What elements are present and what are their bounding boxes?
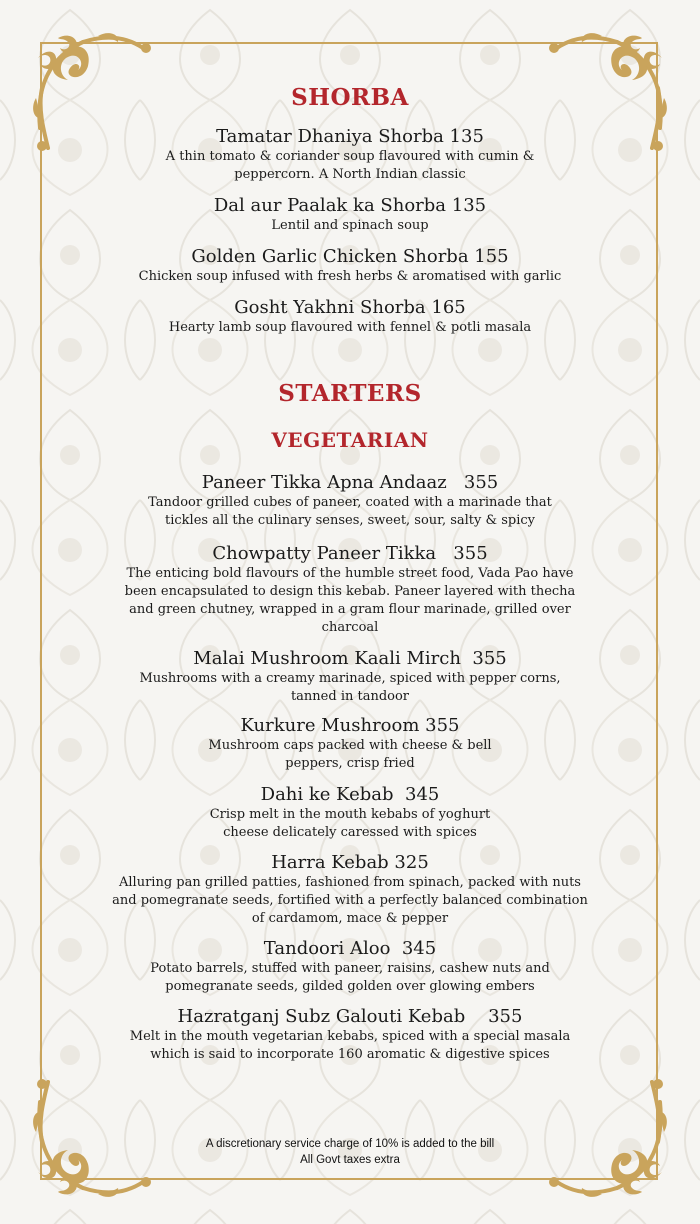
item-name: Paneer Tikka Apna Andaaz 355 bbox=[201, 472, 499, 493]
item-name: Harra Kebab 325 bbox=[271, 852, 429, 873]
menu-item bbox=[50, 648, 650, 706]
item-description: Chicken soup infused with fresh herbs & aromatised with garlic bbox=[138, 269, 562, 284]
menu-item bbox=[50, 1006, 650, 1064]
menu-item bbox=[50, 852, 650, 928]
item-name: Kurkure Mushroom 355 bbox=[240, 715, 460, 736]
menu-item bbox=[50, 126, 650, 184]
menu-item bbox=[50, 784, 650, 842]
item-name: Golden Garlic Chicken Shorba 155 bbox=[191, 246, 509, 267]
item-name: Dahi ke Kebab 345 bbox=[260, 784, 440, 805]
item-description: Crisp melt in the mouth kebabs of yoghurt cheese delicately caressed with spices bbox=[209, 807, 491, 840]
subsection-heading-vegetarian: VEGETARIAN bbox=[271, 428, 429, 452]
item-name: Gosht Yakhni Shorba 165 bbox=[234, 297, 466, 318]
menu-item bbox=[50, 938, 650, 996]
item-description: Alluring pan grilled patties, fashioned from spinach, packed with nuts and pomegranate seeds, fortified with a perfectly balanced combination of cardamom, mace & pepper bbox=[112, 875, 588, 926]
item-name: Tandoori Aloo 345 bbox=[263, 938, 437, 959]
menu-item bbox=[50, 472, 650, 530]
item-description: The enticing bold flavours of the humble street food, Vada Pao have been encapsulated to design this kebab. Paneer layered with thecha and green chutney, wrapped in a gram flour marinade, grilled over charcoal bbox=[124, 566, 576, 635]
menu-item bbox=[50, 715, 650, 773]
item-description: Mushroom caps packed with cheese & bell peppers, crisp fried bbox=[208, 738, 492, 771]
item-name: Dal aur Paalak ka Shorba 135 bbox=[213, 195, 487, 216]
taxes-note: All Govt taxes extra bbox=[300, 1154, 400, 1166]
item-description: Melt in the mouth vegetarian kebabs, spiced with a special masala which is said to incorporate 160 aromatic & digestive spices bbox=[129, 1029, 571, 1062]
footer-note bbox=[0, 1136, 700, 1168]
section-heading-starters: STARTERS bbox=[278, 380, 422, 407]
item-description: Tandoor grilled cubes of paneer, coated with a marinade that tickles all the culinary senses, sweet, sour, salty & spicy bbox=[148, 495, 552, 528]
menu-item bbox=[50, 543, 650, 637]
menu-item bbox=[50, 297, 650, 337]
item-description: A thin tomato & coriander soup flavoured with cumin & peppercorn. A North Indian classic bbox=[165, 149, 535, 182]
item-name: Malai Mushroom Kaali Mirch 355 bbox=[193, 648, 507, 669]
item-description: Potato barrels, stuffed with paneer, raisins, cashew nuts and pomegranate seeds, gilded golden over glowing embers bbox=[150, 961, 550, 994]
item-name: Chowpatty Paneer Tikka 355 bbox=[212, 543, 488, 564]
item-description: Lentil and spinach soup bbox=[271, 218, 429, 233]
menu-item bbox=[50, 246, 650, 286]
section-heading-shorba: SHORBA bbox=[291, 84, 409, 111]
item-description: Mushrooms with a creamy marinade, spiced with pepper corns, tanned in tandoor bbox=[139, 671, 561, 704]
menu-item bbox=[50, 195, 650, 235]
item-name: Tamatar Dhaniya Shorba 135 bbox=[216, 126, 484, 147]
item-name: Hazratganj Subz Galouti Kebab 355 bbox=[177, 1006, 523, 1027]
item-description: Hearty lamb soup flavoured with fennel & potli masala bbox=[168, 320, 532, 335]
service-charge-note: A discretionary service charge of 10% is added to the bill bbox=[205, 1138, 495, 1150]
